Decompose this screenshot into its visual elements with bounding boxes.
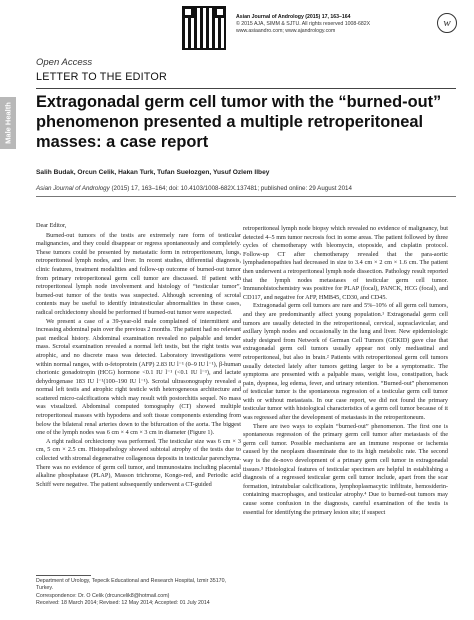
citation-details: (2015) 17, 163–164; doi: 10.4103/1008-682X.137481; published online: 29 August 2014 [109, 185, 352, 192]
correspondence: Correspondence: Dr. O Celik (drcuncelik8@hotmail.com) [36, 592, 170, 599]
article-dates: Received: 18 March 2014; Revised: 12 May 2014; Accepted: 01 July 2014 [36, 599, 210, 606]
publisher-logo-letter: w [443, 17, 451, 29]
author-list: Salih Budak, Orcun Celik, Hakan Turk, Tufan Suelozgen, Yusuf Ozlem Ilbey [36, 169, 270, 176]
citation-divider [36, 196, 456, 197]
body-paragraph: A right radical orchiectomy was performed. The testicular size was 6 cm × 3 cm, 5 cm × 2.5 cm. Histopathology showed subtotal atrophy of the testis due to collected with stromal degenerative collagenous deposits in testicular parenchyma. There was no evidence of germ cell tumor, and immunostains including placental alkaline phosphatase (PLAP), Masson trichrome, Kongo-red, and Periodic acid Schiff were negative. The patient subsequently underwent a CT-guided [36, 437, 241, 488]
body-paragraph: Extragonadal germ cell tumors are rare and 5%–10% of all germ cell tumors, and they are predominantly affect young population.¹ Extragonadal germ cell tumors are usually detected in the retroperitoneal, cervical, supraclavicular, and axillary lymph nodes and occasionally in the lung and liver. New epidemiologic study designed from Network of German Cell Tumors (GEKID) gave clue that extragonadal germ cell tumors usually appear not only mediastinal and retroperitoneal, but also in brain.² Patients with retroperitoneal germ cell tumors usually detected lately after tumors getting larger to be a symptomatic. The symptoms are presented with a palpable mass, weight loss, constipation, back pain, dyspnea, leg edema, fever, and urinary retention. “Burned-out” phenomenon of testicular tumor is the spontaneous regression of a testicular germ cell tumor with or without metastasis. In our case report, we did not found the primary testicular tumor with histological characteristics of a germ cell tumor because of it was regressed after the development of metastasis in the retroperitoneum. [243, 302, 448, 422]
body-column-left [36, 222, 241, 489]
qr-code [182, 6, 226, 50]
body-paragraph: We present a case of a 39-year-old male complained of intermittent and increasing abdominal pain over the previous 2 months. The patient had no relevant past medical history. Abdominal examination revealed no palpable and tender mass. Scrotal examination revealed a normal left testis, but the right testis was atrophic, and no discrete mass was detected. Laboratory investigations were within normal ranges, with α-fetoprotein (AFP) 2.83 IU l⁻¹ (0–9 IU l⁻¹), β-human chorionic gonadotropin (HCG) hormone <0.1 IU l⁻¹ (<0.1 IU l⁻¹), and lactate dehydrogenase 183 IU l⁻¹(100–190 IU l⁻¹). Scrotal ultrasonography revealed a normal left testis and atrophic right testicle with heterogeneous architecture and scattered micro-calcifications which may result with postorchitis sequel. No mass was visualized. Abdominal computed tomography (CT) showed multiple retroperitoneal masses with hypodens and soft tissue components extending from below the bilateral renal arteries down to the bifurcation of the aorta. The biggest one of the lymph nodes was 6 cm × 4 cm × 3 cm in diameter (Figure 1). [36, 317, 241, 437]
citation-line [36, 185, 456, 192]
body-paragraph: There are two ways to explain “burned-out” phenomenon. The first one is spontaneous regression of the primary germ cell tumor after metastasis of the germ cell tumor. Possible mechanisms are an immune response or ischemia caused by the neoplasm disseminate due to its high metabolic rate. The second way is the de-novo development of a primary germ cell tumor in extragonadal tissues.³ Histological features of testicular specimen are helpful in establishing a diagnosis of a regressed testicular germ cell tumor include, apart from the scar formation, intratubular calcifications, lymphoplasmacytic infiltrate, hemosiderin-containing macrophages, and testicular atrophy.⁴ Due to burned-out tumors may cause some confusion in the diagnosis, careful examination of the testis is essential for identifying the primary lesion site; if suspect [243, 422, 448, 516]
salutation: Dear Editor, [36, 222, 67, 229]
open-access-label: Open Access [36, 57, 93, 68]
category-label: Male Health [3, 102, 13, 144]
journal-website[interactable]: www.asiaandro.com; www.ajandrology.com [236, 28, 336, 35]
affiliation: Department of Urology, Tepecik Educational and Research Hospital, Izmir 35170, Turkey. [36, 578, 227, 592]
copyright-line: © 2015 AJA, SIMM & SJTU. All rights reserved 1008-682X [236, 21, 371, 28]
publisher-logo-icon [437, 13, 457, 33]
body-column-right [243, 225, 448, 517]
citation-journal: Asian Journal of Andrology [36, 185, 110, 192]
category-side-tab [0, 97, 16, 149]
header-divider [36, 88, 456, 89]
journal-info [236, 14, 370, 36]
footnote [36, 578, 241, 607]
article-title: Extragonadal germ cell tumor with the “burned-out” phenomenon presented a multiple retroperitoneal masses: a case report [36, 93, 442, 151]
body-paragraph: retroperitoneal lymph node biopsy which revealed no evidence of malignancy, but detected 4–5 mm tumor necrosis foci in some areas. The patient followed by three cycles of chemotherapy with bleomycin, etoposide, and cisplatin protocol. Follow-up CT after chemotherapy revealed that the para-aortic lymphadenopathies had decreased in size to 3.4 cm × 2 cm × 1.6 cm. The patient then underwent a retroperitoneal lymph node dissection. Pathology result reported that the lymph nodes metastases of testicular germ cell tumor. Immunohistochemistry was positive for PLAP (focal), PANCK, HCG (focal), and CD117, and negative for AFP, HMB45, CD30, and CD45. [243, 225, 448, 301]
body-paragraph: Burned-out tumors of the testis are extremely rare form of testicular malignancies, and they could disappear or regress spontaneously and completely. These tumors could be presented by metastatic form in retroperitoneum, lungs, retroperitoneal lymph nodes, and liver. In recent studies, differential diagnosis, clinic features, treatment modalities and follow-up outcome of burned-out tumor from primary retroperitoneal germ cell tumor are discussed. If patient with retroperitoneal lymph node involvement and histology of “testicular tumor”, burned-out tumor of the testis was suspected. Although screening of scrotal contents may be useful to identify intratesticular abnormalities in these cases, radical orchidectomy should be performed if burned-out tumor were suspected. [36, 231, 241, 316]
journal-name: Asian Journal of Andrology (2015) 17, 163–164 [236, 14, 351, 20]
section-heading: LETTER TO THE EDITOR [36, 71, 167, 83]
footnote-divider [36, 575, 91, 576]
